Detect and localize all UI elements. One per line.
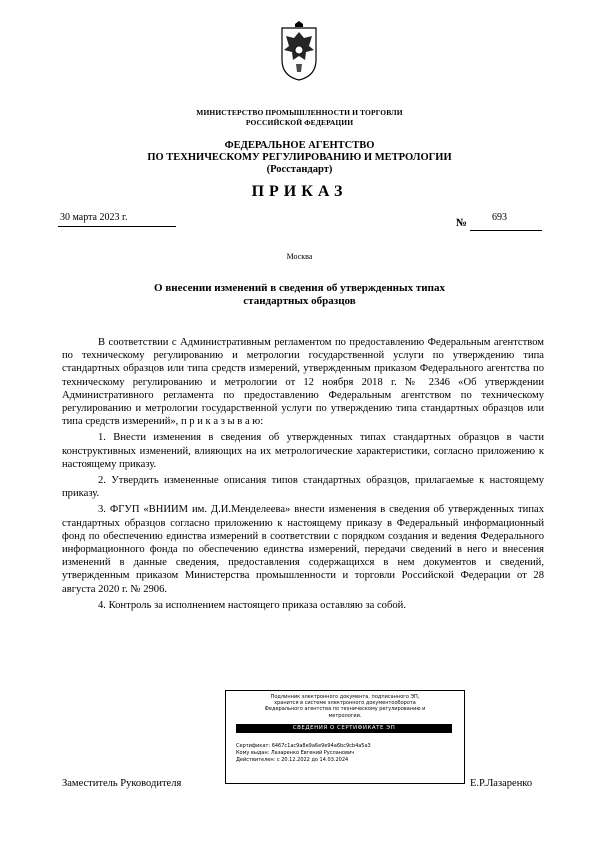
stamp-header-line-3: Федерального агентства по техническому регулированию и: [264, 706, 426, 713]
signatory-position: Заместитель Руководителя: [62, 778, 182, 789]
item-3-paragraph: 3. ФГУП «ВНИИМ им. Д.И.Менделеева» внести изменения в сведения об утвержденных типах стандартных образцов согласно приложению к настоящему приказу в Федеральный информационный фонд по обеспечению единства измерений в соответствии с порядком создания и ведения Федерального информационного фонда по обеспечению единства измерений, передачи сведений в него и внесения изменений в данные сведения, предоставления содержащихся в нем документов и сведений, утвержденным приказом Министерства промышленности и торговли Российской Федерации от 28 августа 2020 г. № 2906.: [62, 504, 544, 595]
stamp-certificate-bar: СВЕДЕНИЯ О СЕРТИФИКАТЕ ЭП: [236, 724, 452, 733]
preamble-paragraph: В соответствии с Административным регламентом по предоставлению Федеральным агентством по техническому регулированию и метрологии государственной услуги по утверждению типа стандартных образцов или типа средств измерений, утвержденным приказом Федерального агентства по техническому регулированию и метрологии от 12 ноября 2018 г. № 2346 «Об утверждении Административного регламента по предоставлению Федеральным агентством по техническому регулированию и метрологии государственной услуги по утверждению типа стандартных образцов или типа средств измерений», п р и к а з ы в а ю:: [62, 337, 544, 428]
stamp-certificate-info: [236, 743, 371, 764]
agency-line-2: ПО ТЕХНИЧЕСКОМУ РЕГУЛИРОВАНИЮ И МЕТРОЛОГИИ: [147, 152, 452, 163]
agency-line-1: ФЕДЕРАЛЬНОЕ АГЕНТСТВО: [224, 140, 375, 151]
document-date: 30 марта 2023 г.: [60, 212, 128, 223]
signatory-name: Е.Р.Лазаренко: [470, 778, 533, 789]
number-underline: [470, 230, 542, 231]
document-subject: [0, 282, 599, 308]
city: Москва: [286, 252, 313, 261]
agency-name: [0, 140, 599, 176]
document-body: [62, 336, 544, 615]
subject-line-1: О внесении изменений в сведения об утвержденных типах: [154, 282, 445, 294]
stamp-validity: Действителен: с 20.12.2022 до 14.03.2024: [236, 757, 349, 763]
document-number: 693: [492, 212, 507, 223]
number-label: №: [456, 217, 468, 229]
item-2-paragraph: 2. Утвердить измененные описания типов стандартных образцов, прилагаемые к настоящему приказу.: [62, 475, 544, 500]
stamp-certificate-id: Сертификат: 6467c1ac9a8e9a6e9e94a6bc9cb4a5a3: [236, 743, 371, 749]
item-1-paragraph: 1. Внести изменения в сведения об утвержденных типах стандартных образцов в части конструктивных изменений, влияющих на их метрологические характеристики, согласно приложению к настоящему приказу.: [62, 432, 544, 470]
stamp-header-line-2: хранится в системе электронного документооборота: [274, 700, 416, 707]
coat-of-arms-emblem: [278, 20, 320, 82]
ministry-line-1: МИНИСТЕРСТВО ПРОМЫШЛЕННОСТИ И ТОРГОВЛИ: [196, 108, 403, 117]
subject-line-2: стандартных образцов: [243, 295, 356, 307]
ministry-line-2: РОССИЙСКОЙ ФЕДЕРАЦИИ: [245, 118, 354, 127]
document-type-title: ПРИКАЗ: [251, 183, 348, 200]
stamp-header: [230, 694, 460, 719]
stamp-owner: Кому выдан: Лазаренко Евгений Русланович: [236, 750, 355, 756]
item-4-paragraph: 4. Контроль за исполнением настоящего приказа оставляю за собой.: [98, 599, 406, 611]
stamp-header-line-1: Подлинник электронного документа, подписанного ЭП,: [270, 694, 420, 700]
electronic-signature-stamp: [225, 690, 465, 784]
agency-line-3: (Росстандарт): [266, 164, 333, 175]
ministry-name: [0, 108, 599, 128]
stamp-header-line-4: метрологии.: [328, 712, 362, 719]
date-underline: [58, 226, 176, 227]
